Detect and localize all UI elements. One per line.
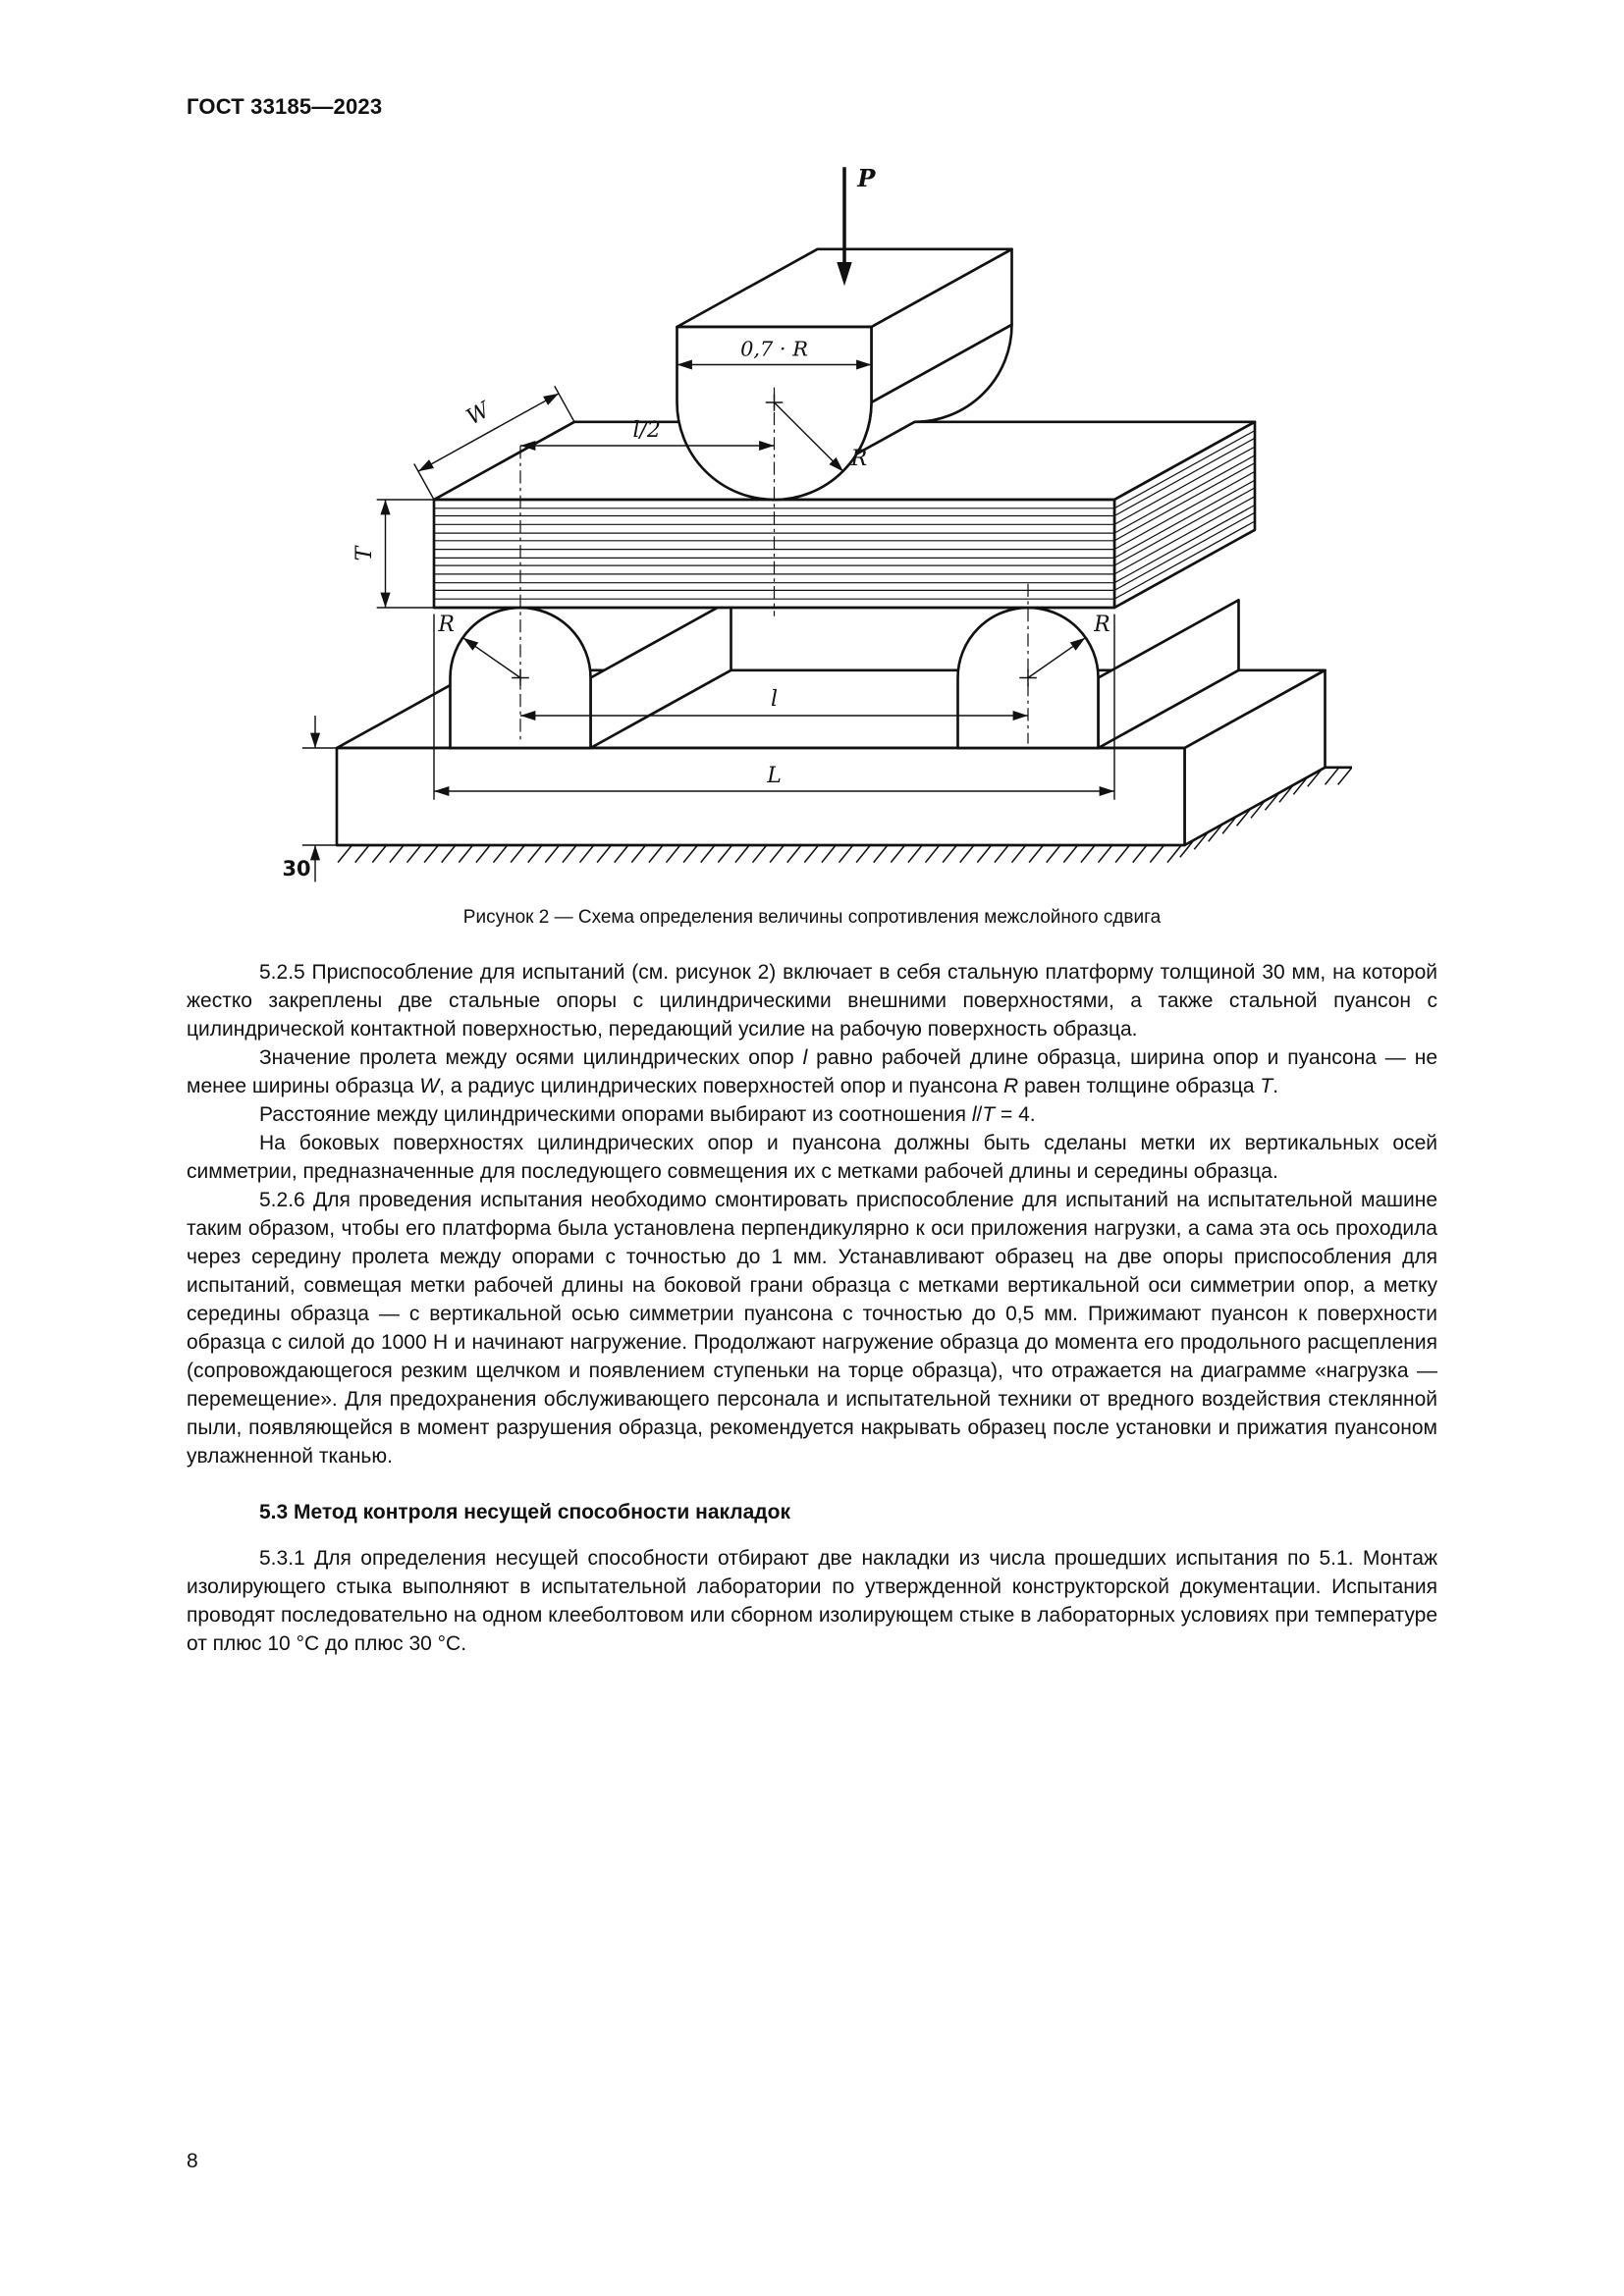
- label-right-support-radius: R: [1094, 613, 1110, 638]
- figure-2: [187, 143, 1437, 929]
- label-sample-width: W: [462, 398, 495, 431]
- figure-caption: Рисунок 2 — Схема определения величины сопротивления межслойного сдвига: [462, 907, 1162, 928]
- paragraph-marks: На боковых поверхностях цилиндрических опор и пуансона должны быть сделаны метки их вертикальных осей симметрии, предназначенные для последующего совмещения их с метками рабочей длины и середины образца.: [187, 1132, 1437, 1183]
- label-span: l: [770, 687, 779, 713]
- paragraph-ratio: Расстояние между цилиндрическими опорами выбирают из соотношения l/T = 4.: [259, 1103, 1036, 1126]
- heading-5-3: 5.3 Метод контроля несущей способности накладок: [259, 1501, 790, 1523]
- label-force: P: [857, 164, 876, 192]
- label-sample-thickness: T: [352, 546, 378, 561]
- label-punch-width: 0,7 · R: [740, 337, 808, 361]
- label-working-length: L: [767, 764, 782, 789]
- paragraph-span-definition: Значение пролета между осями цилиндрических опор l равно рабочей длине образца, ширина опор и пуансона — не менее ширины образца W, а радиус цилиндрических поверхностей опор и пуансона R равен толщине образца T.: [187, 1046, 1437, 1097]
- body-text: [187, 958, 1437, 1658]
- page-number: 8: [187, 2150, 198, 2172]
- label-left-support-radius: R: [438, 613, 455, 638]
- label-platform-thickness: 30: [282, 856, 311, 881]
- label-half-span: l/2: [632, 418, 661, 444]
- paragraph-5-3-1: 5.3.1 Для определения несущей способности отбирают две накладки из числа прошедших испытания по 5.1. Монтаж изолирующего стыка выполняют в испытательной лаборатории по утвержденной конструкторской документации. Испытания проводят последовательно на одном клееболтовом или сборном изолирующем стыке в лабораторных условиях при температуре от плюс 10 °С до плюс 30 °С.: [187, 1547, 1437, 1655]
- paragraph-5-2-5: 5.2.5 Приспособление для испытаний (см. рисунок 2) включает в себя стальную платформу толщиной 30 мм, на которой жестко закреплены две стальные опоры с цилиндрическими внешними поверхностями, а также стальной пуансон с цилиндрической контактной поверхностью, передающий усилие на рабочую поверхность образца.: [187, 961, 1437, 1041]
- document-header: ГОСТ 33185—2023: [187, 94, 383, 119]
- paragraph-5-2-6: 5.2.6 Для проведения испытания необходимо смонтировать приспособление для испытаний на испытательной машине таким образом, чтобы его платформа была установлена перпендикулярно к оси приложения нагрузки, а сама эта ось проходила через середину пролета между опорами с точностью до 1 мм. Устанавливают образец на две опоры приспособления для испытаний, совмещая метки рабочей длины на боковой грани образца с метками вертикальной оси симметрии опор, а метку середины образца — с вертикальной осью симметрии пуансона с точностью до 0,5 мм. Прижимают пуансон к поверхности образца с силой до 1000 Н и начинают нагружение. Продолжают нагружение образца до момента его продольного расщепления (сопровождающегося резким щелчком и появлением ступеньки на торце образца), что отражается на диаграмме «нагрузка — перемещение». Для предохранения обслуживающего персонала и испытательной техники от вредного воздействия стеклянной пыли, появляющейся в момент разрушения образца, рекомендуется накрывать образец после установки и прижатия пуансоном увлажненной тканью.: [187, 1189, 1437, 1468]
- figure-diagram: [272, 143, 1352, 899]
- label-punch-radius: R: [850, 446, 868, 471]
